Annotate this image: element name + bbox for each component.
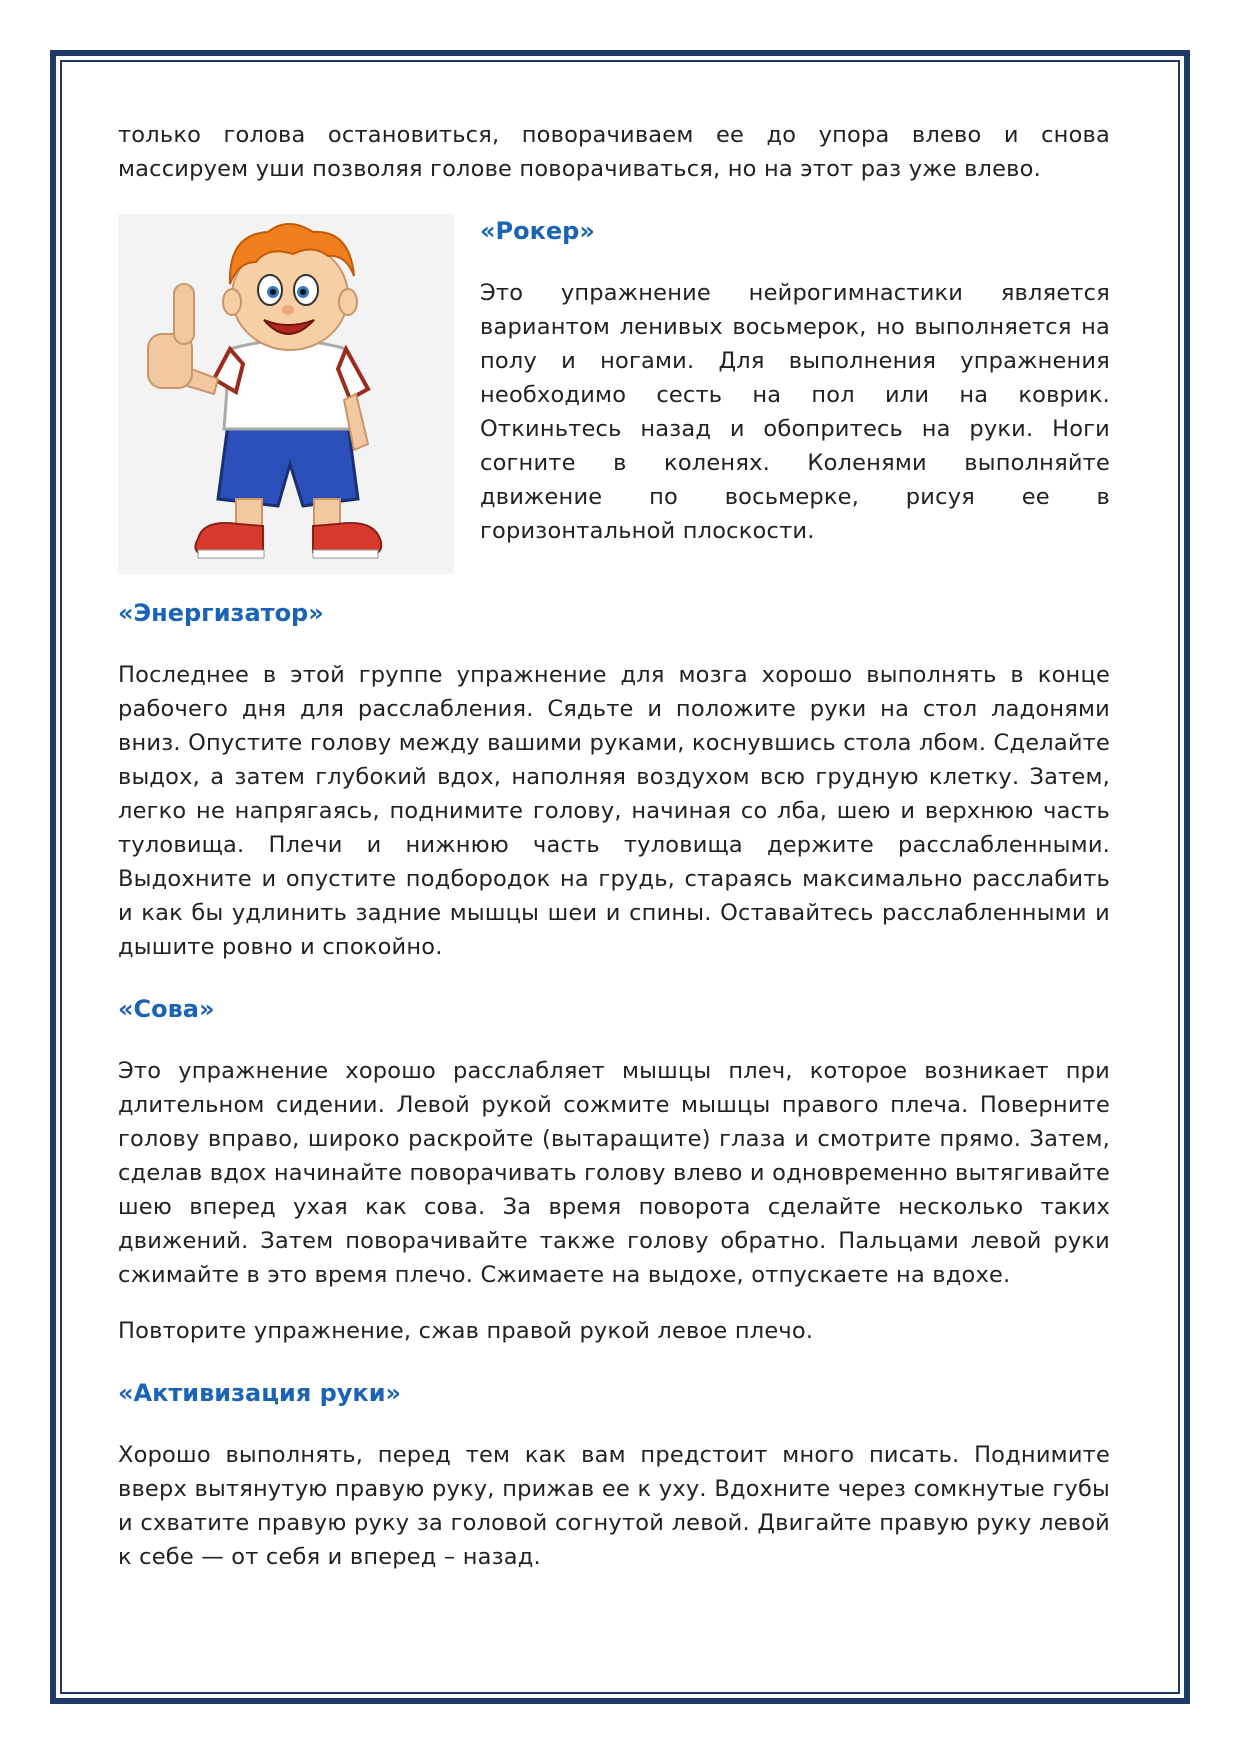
rocker-section <box>118 214 1110 596</box>
cartoon-boy-illustration <box>118 214 454 574</box>
cartoon-boy-icon <box>118 214 454 574</box>
rocker-text-block <box>480 214 1110 548</box>
owl-paragraph: Это упражнение хорошо расслабляет мышцы плеч, которое возникает при длительном сидении. Левой рукой сожмите мышцы правого плеча. Поверните голову вправо, широко раскройте (вытаращите) глаза и смотрите прямо. Затем, сделав вдох начинайте поворачивать голову влево и одновременно вытягивайте шею вперед ухая как сова. За время поворота сделайте несколько таких движений. Затем поворачивайте также голову обратно. Пальцами левой руки сжимайте в это время плечо. Сжимаете на выдохе, отпускаете на вдохе. <box>118 1058 1110 1288</box>
owl-title: «Сова» <box>118 995 215 1023</box>
energizer-title: «Энергизатор» <box>118 599 324 627</box>
intro-paragraph: только голова остановиться, поворачиваем ее до упора влево и снова массируем уши позволяя голове поворачиваться, но на этот раз уже влево. <box>118 122 1110 182</box>
energizer-paragraph: Последнее в этой группе упражнение для мозга хорошо выполнять в конце рабочего дня для расслабления. Сядьте и положите руки на стол ладонями вниз. Опустите голову между вашими руками, коснувшись стола лбом. Сделайте выдох, а затем глубокий вдох, наполняя воздухом всю грудную клетку. Затем, легко не напрягаясь, поднимите голову, начиная со лба, шею и верхнюю часть туловища. Плечи и нижнюю часть туловища держите расслабленными. Выдохните и опустите подбородок на грудь, стараясь максимально расслабить и как бы удлинить задние мышцы шеи и спины. Оставайтесь расслабленными и дышите ровно и спокойно. <box>118 662 1110 960</box>
owl-paragraph-repeat: Повторите упражнение, сжав правой рукой левое плечо. <box>118 1318 814 1344</box>
rocker-title: «Рокер» <box>480 217 595 245</box>
document-content <box>118 118 1110 1574</box>
hand-paragraph: Хорошо выполнять, перед тем как вам предстоит много писать. Поднимите вверх вытянутую правую руку, прижав ее к уху. Вдохните через сомкнутые губы и схватите правую руку за головой согнутой левой. Двигайте правую руку левой к себе — от себя и вперед – назад. <box>118 1442 1110 1570</box>
hand-title: «Активизация руки» <box>118 1379 402 1407</box>
rocker-paragraph: Это упражнение нейрогимнастики является вариантом ленивых восьмерок, но выполняется на полу и ногами. Для выполнения упражнения необходимо сесть на пол или на коврик. Откиньтесь назад и обопритесь на руки. Ноги согните в коленях. Коленями выполняйте движение по восьмерке, рисуя ее в горизонтальной плоскости. <box>480 280 1110 544</box>
